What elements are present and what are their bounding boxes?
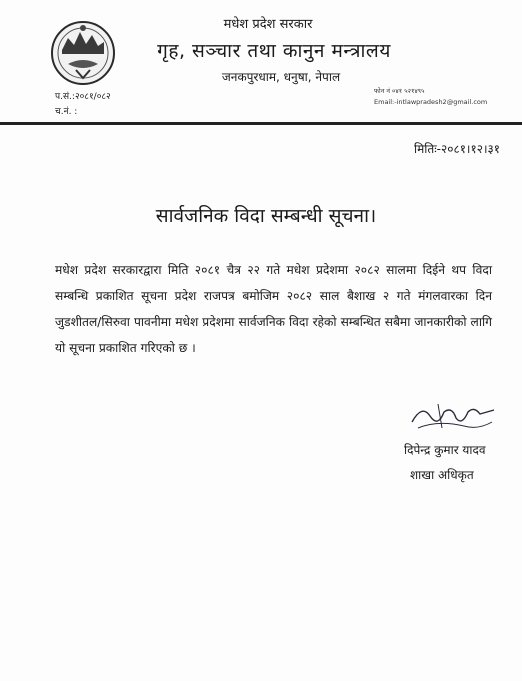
reference-number: प.सं.:२०८१/०८२: [55, 92, 111, 102]
signatory-name: दिपेन्द्र कुमार यादव: [404, 443, 486, 457]
ministry-name: गृह, सञ्चार तथा कानुन मन्त्रालय: [157, 40, 391, 62]
notice-date: मितिः-२०८१।१२।३१: [413, 142, 500, 156]
contact-info: [374, 86, 487, 108]
notice-title: सार्वजनिक विदा सम्बन्धी सूचना।: [155, 205, 377, 227]
government-name: मधेश प्रदेश सरकार: [223, 17, 313, 32]
reference-block: [55, 90, 111, 120]
office-address: जनकपुरधाम, धनुषा, नेपाल: [221, 70, 341, 84]
signature-icon: [408, 398, 498, 438]
phone-number: फोन नं ०४१ ५२१४९५: [374, 87, 425, 95]
notice-body: मधेश प्रदेश सरकारद्वारा मिति २०८१ चैत्र २२ गते मधेश प्रदेशमा २०८२ सालमा दिईने थप विदा सम्बन्धि प्रकाशित सूचना प्रदेश राजपत्र बमोजिम २०८२ साल बैशाख २ गते मंगलवारका दिन जुडशीतल/सिरुवा पावनीमा मधेश प्रदेशमा सार्वजनिक विदा रहेको सम्बन्धित सबैमा जानकारीको लागि यो सूचना प्रकाशित गरिएको छ ।: [55, 263, 492, 355]
email-address: Email:-intlawpradesh2@gmail.com: [374, 98, 488, 106]
signatory-title: शाखा अधिकृत: [410, 468, 474, 482]
dispatch-number: च.नं. :: [55, 107, 78, 117]
header-divider: [0, 122, 522, 125]
